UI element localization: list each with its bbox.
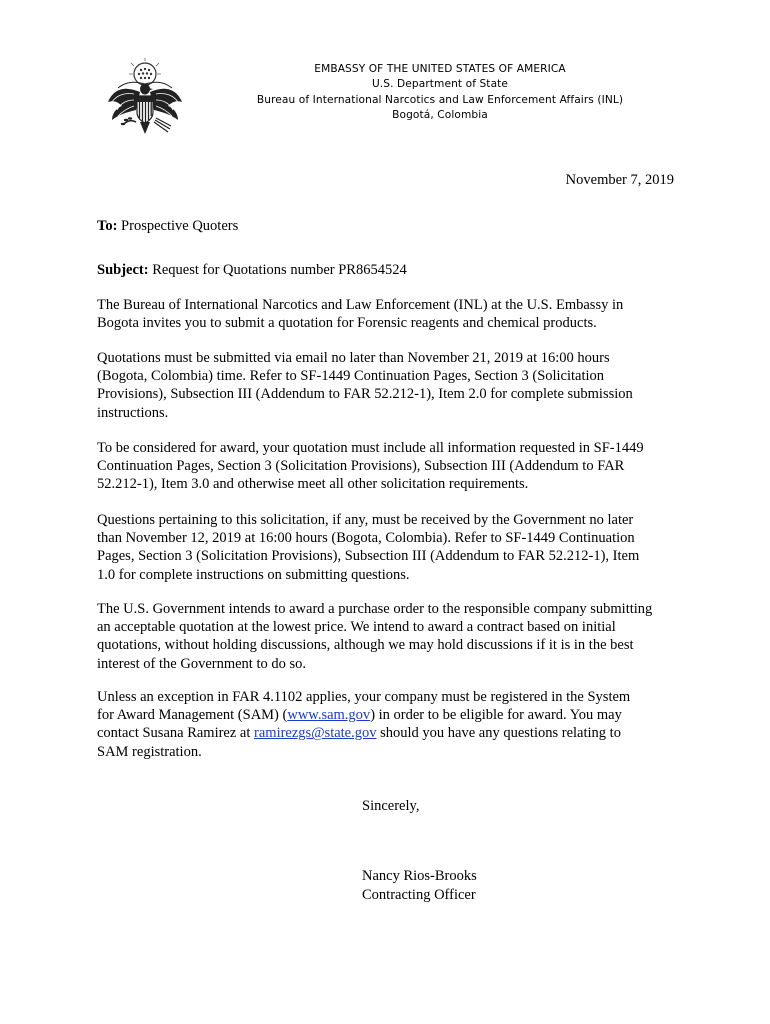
paragraph-line: The Bureau of International Narcotics and Law Enforcement (INL) at the U.S. Embassy in xyxy=(97,297,624,313)
paragraph-line: The U.S. Government intends to award a purchase order to the responsible company submitting xyxy=(97,601,653,617)
sam-website-link[interactable]: www.sam.gov xyxy=(287,707,371,724)
subject-label: Subject: xyxy=(97,262,149,278)
letterhead-department: U.S. Department of State xyxy=(371,78,509,91)
paragraph-line xyxy=(97,724,697,742)
paragraph-line: interest of the Government to do so. xyxy=(97,655,306,672)
contact-text-after: should you have any questions relating to xyxy=(376,725,621,742)
paragraph-line: 52.212-1), Item 3.0 and otherwise meet all other solicitation requirements. xyxy=(97,476,529,493)
paragraph-intro xyxy=(97,296,697,332)
paragraph-line xyxy=(97,706,697,724)
eagle-seal-icon xyxy=(104,58,186,142)
paragraph-line: To be considered for award, your quotation must include all information requested in SF-1449 xyxy=(97,440,644,456)
paragraph-line: 1.0 for complete instructions on submitting questions. xyxy=(97,566,410,583)
letterhead-embassy: EMBASSY OF THE UNITED STATES OF AMERICA xyxy=(314,63,566,75)
paragraph-line: than November 12, 2019 at 16:00 hours (Bogota, Colombia). Refer to SF-1449 Continuation xyxy=(97,530,635,547)
letterhead-bureau: Bureau of International Narcotics and Law Enforcement Affairs (INL) xyxy=(256,93,624,106)
paragraph-line: an acceptable quotation at the lowest price. We intend to award a contract based on initial xyxy=(97,619,616,636)
paragraph-line: Questions pertaining to this solicitation, if any, must be received by the Government no later xyxy=(97,512,634,528)
letter-date: November 7, 2019 xyxy=(565,172,674,188)
letterhead-city: Bogotá, Colombia xyxy=(392,109,488,122)
subject-value: Request for Quotations number PR8654524 xyxy=(148,262,407,278)
recipient-label: To: xyxy=(97,218,118,234)
paragraph-line: Continuation Pages, Section 3 (Solicitation Provisions), Subsection III (Addendum to FAR xyxy=(97,458,625,475)
paragraph-line: quotations, without holding discussions, although we may hold discussions if it is in the best xyxy=(97,637,634,654)
subject-line xyxy=(97,261,407,279)
signer-title: Contracting Officer xyxy=(362,887,476,903)
sam-text-before: for Award Management (SAM) ( xyxy=(97,707,288,724)
paragraph-award-intent xyxy=(97,600,697,673)
paragraph-line: Provisions), Subsection III (Addendum to FAR 52.212-1), Item 2.0 for complete submission xyxy=(97,386,633,403)
paragraph-line: Quotations must be submitted via email no later than November 21, 2019 at 16:00 hours xyxy=(97,350,610,366)
paragraph-line: SAM registration. xyxy=(97,743,202,760)
paragraph-line: Pages, Section 3 (Solicitation Provisions), Subsection III (Addendum to FAR 52.212-1), Item xyxy=(97,548,640,565)
closing: Sincerely, xyxy=(362,798,420,814)
paragraph-line: Unless an exception in FAR 4.1102 applies, your company must be registered in the System xyxy=(97,689,631,705)
paragraph-line: instructions. xyxy=(97,404,169,421)
sam-text-after: ) in order to be eligible for award. You may xyxy=(370,707,622,724)
paragraph-sam-registration xyxy=(97,688,697,761)
paragraph-submission xyxy=(97,349,697,422)
contact-email-link[interactable]: ramirezgs@state.gov xyxy=(254,725,377,742)
recipient-line xyxy=(97,217,238,235)
recipient-value: Prospective Quoters xyxy=(117,218,239,234)
contact-text-before: contact Susana Ramirez at xyxy=(97,725,255,742)
embassy-seal-logo xyxy=(104,58,186,142)
paragraph-line: Bogota invites you to submit a quotation for Forensic reagents and chemical products. xyxy=(97,315,597,332)
letterhead xyxy=(200,62,680,124)
paragraph-questions xyxy=(97,511,697,584)
paragraph-line: (Bogota, Colombia) time. Refer to SF-1449 Continuation Pages, Section 3 (Solicitation xyxy=(97,368,605,385)
paragraph-award-requirements xyxy=(97,439,697,494)
signer-name: Nancy Rios-Brooks xyxy=(362,868,477,884)
